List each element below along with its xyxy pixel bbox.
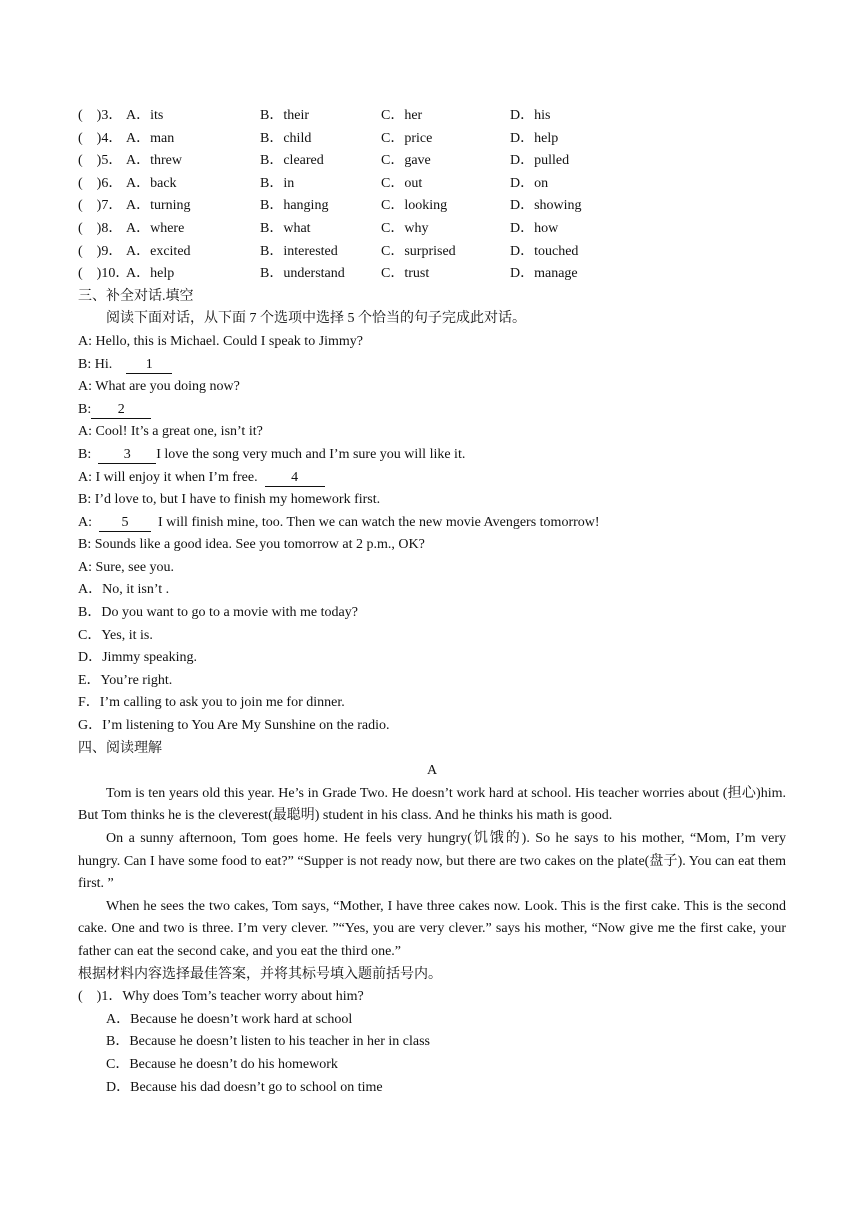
dialogue-option: A．No, it isn’t . — [78, 582, 170, 598]
question-number: ( )3． — [78, 108, 123, 123]
answer-option: A．Because he doesn’t work hard at school — [106, 1011, 353, 1027]
option-a: A．help — [126, 266, 175, 282]
option-b: B．understand — [260, 266, 345, 282]
question-number: ( )10． — [78, 266, 130, 282]
option-a: A．excited — [126, 243, 191, 259]
option-b: B．cleared — [260, 153, 324, 169]
option-c: C．price — [381, 130, 433, 146]
option-a: A．turning — [126, 198, 191, 214]
answer-blank[interactable]: 5 — [99, 514, 151, 532]
question-number: ( )7． — [78, 198, 123, 214]
mcq-row — [78, 195, 786, 218]
answer-blank[interactable]: 2 — [91, 401, 151, 419]
dialogue-text: I love the song very much and I’m sure you will like it. — [156, 446, 466, 462]
dialogue-text: B: Hi. — [78, 356, 113, 372]
worksheet-page — [78, 105, 786, 1099]
reading-instruction: 根据材料内容选择最佳答案，并将其标号填入题前括号内。 — [78, 966, 442, 982]
question-number: ( )5． — [78, 153, 123, 169]
dialogue-option: F．I’m calling to ask you to join me for dinner. — [78, 695, 345, 711]
option-b: B．interested — [260, 243, 338, 259]
option-d: D．help — [510, 130, 559, 146]
option-a: A．where — [126, 220, 185, 236]
dialogue-line: B: I’d love to, but I have to finish my homework first. — [78, 492, 381, 508]
option-c: C．why — [381, 220, 429, 236]
passage-label: A — [426, 763, 438, 779]
option-a: A．back — [126, 175, 177, 191]
option-b: B．child — [260, 130, 312, 146]
mcq-row — [78, 173, 786, 196]
section-heading: 四、阅读理解 — [78, 740, 162, 756]
option-d: D．his — [510, 108, 551, 123]
section-instruction: 阅读下面对话，从下面 7 个选项中选择 5 个恰当的句子完成此对话。 — [106, 311, 526, 327]
option-d: D．touched — [510, 243, 579, 259]
option-c: C．trust — [381, 266, 430, 282]
mcq-row — [78, 263, 786, 286]
dialogue-line — [78, 444, 786, 467]
dialogue-line — [78, 354, 786, 377]
answer-blank[interactable]: 4 — [265, 469, 325, 487]
question-number: ( )4． — [78, 130, 123, 146]
option-d: D．manage — [510, 266, 578, 282]
option-b: B．in — [260, 175, 295, 191]
mcq-row — [78, 105, 786, 128]
answer-option: D．Because his dad doesn’t go to school on time — [106, 1079, 383, 1095]
option-d: D．how — [510, 220, 559, 236]
mcq-section — [78, 105, 786, 286]
dialogue-line: A: Hello, this is Michael. Could I speak to Jimmy? — [78, 333, 364, 349]
dialogue-text: B: — [78, 401, 92, 417]
answer-blank[interactable]: 1 — [126, 356, 172, 374]
passage-paragraph: On a sunny afternoon, Tom goes home. He feels very hungry(饥饿的). So he says to his mother, “Mom, I’m very hungry. Can I have some food to eat?” “Supper is not ready now, but there are two cakes on the plate(盘子). You can eat them first. ” — [78, 831, 786, 892]
dialogue-option: B．Do you want to go to a movie with me today? — [78, 605, 358, 621]
question-number: ( )8． — [78, 220, 123, 236]
mcq-row — [78, 218, 786, 241]
section-heading: 三、补全对话.填空 — [78, 288, 194, 304]
option-c: C．looking — [381, 198, 448, 214]
dialogue-line — [78, 399, 786, 422]
reading-section — [78, 738, 786, 1100]
mcq-row — [78, 128, 786, 151]
dialogue-line: A: What are you doing now? — [78, 379, 240, 395]
mcq-row — [78, 150, 786, 173]
dialogue-line — [78, 512, 786, 535]
option-c: C．out — [381, 175, 423, 191]
option-c: C．gave — [381, 153, 431, 169]
option-b: B．what — [260, 220, 311, 236]
dialogue-line: B: Sounds like a good idea. See you tomorrow at 2 p.m., OK? — [78, 537, 425, 553]
dialogue-text: A: — [78, 514, 92, 530]
question-stem: ( )1．Why does Tom’s teacher worry about him? — [78, 989, 364, 1005]
dialogue-option: C．Yes, it is. — [78, 627, 153, 643]
dialogue-section — [78, 286, 786, 738]
option-d: D．on — [510, 175, 549, 191]
dialogue-line: A: Cool! It’s a great one, isn’t it? — [78, 424, 263, 440]
option-b: B．hanging — [260, 198, 329, 214]
option-a: A．its — [126, 108, 164, 123]
option-a: A．threw — [126, 153, 182, 169]
passage-paragraph: When he sees the two cakes, Tom says, “Mother, I have three cakes now. Look. This is the first cake. This is the second cake. One and two is three. I’m very clever. ”“Yes, you are very clever.” says his mother, “Now give me the first cake, your father can eat the second cake, and you eat the third one.” — [78, 898, 786, 959]
dialogue-line: A: Sure, see you. — [78, 559, 175, 575]
question-number: ( )6． — [78, 175, 123, 191]
dialogue-text: A: I will enjoy it when I’m free. — [78, 469, 258, 485]
answer-blank[interactable]: 3 — [98, 446, 156, 464]
dialogue-text: I will finish mine, too. Then we can watch the new movie Avengers tomorrow! — [158, 514, 600, 530]
mcq-row — [78, 241, 786, 264]
answer-option: C．Because he doesn’t do his homework — [106, 1056, 338, 1072]
dialogue-option: D．Jimmy speaking. — [78, 650, 197, 666]
dialogue-text: B: — [78, 446, 92, 462]
option-d: D．showing — [510, 198, 582, 214]
option-a: A．man — [126, 130, 175, 146]
dialogue-option: E．You’re right. — [78, 672, 173, 688]
option-c: C．surprised — [381, 243, 456, 259]
option-b: B．their — [260, 108, 309, 123]
answer-option: B．Because he doesn’t listen to his teacher in her in class — [106, 1034, 430, 1050]
dialogue-line — [78, 467, 786, 490]
passage-paragraph: Tom is ten years old this year. He’s in Grade Two. He doesn’t work hard at school. His teacher worries about (担心)him. But Tom thinks he is the cleverest(最聪明) student in his class. And he thinks his math is good. — [78, 785, 786, 824]
option-c: C．her — [381, 108, 423, 123]
option-d: D．pulled — [510, 153, 570, 169]
question-number: ( )9． — [78, 243, 123, 259]
dialogue-option: G．I’m listening to You Are My Sunshine on the radio. — [78, 718, 390, 734]
